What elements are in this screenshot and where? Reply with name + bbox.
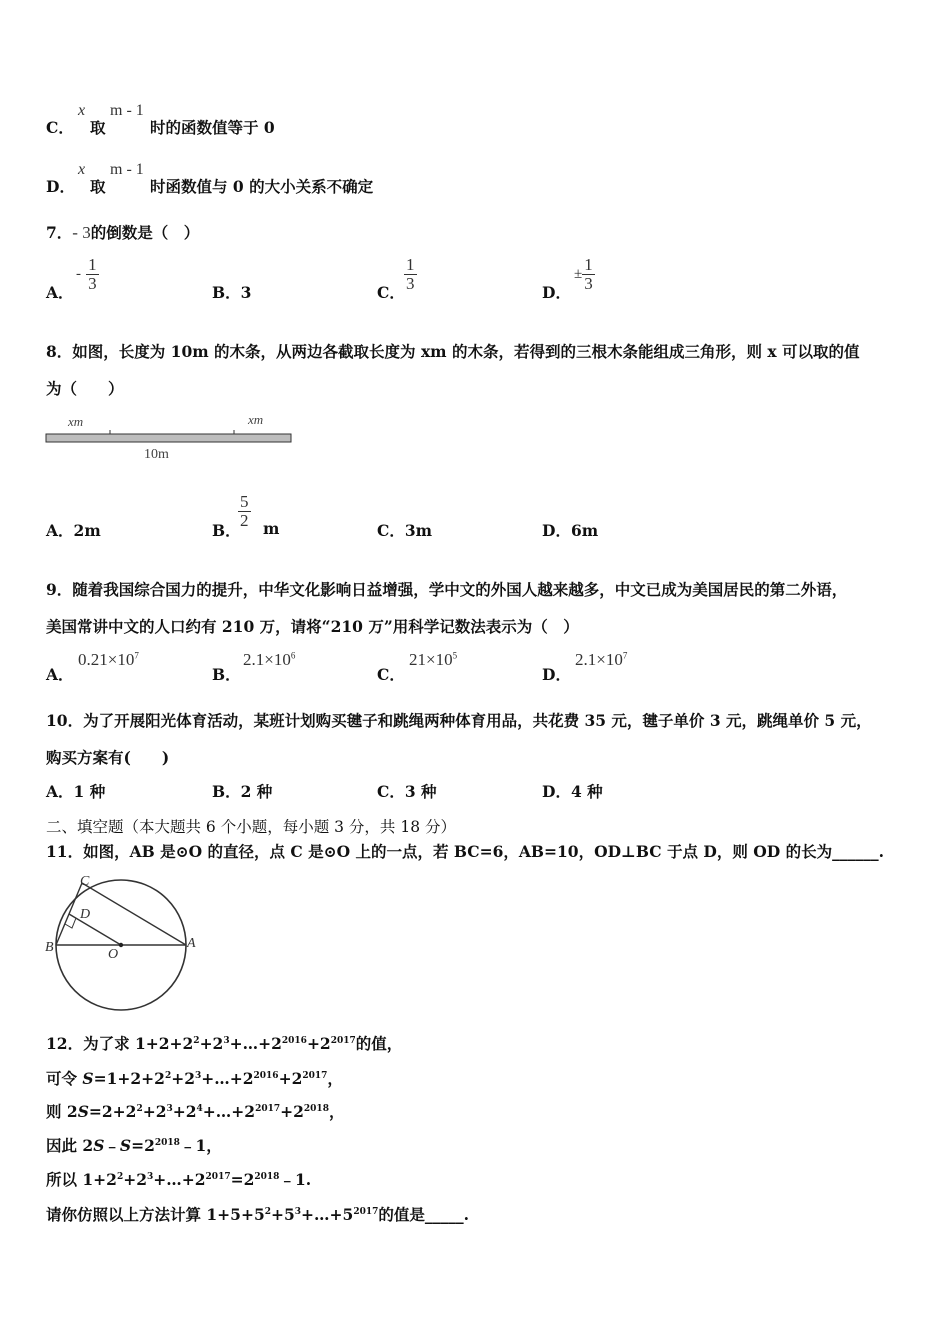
label-o: O (108, 947, 119, 962)
q6c-expr: m - 1 (110, 102, 144, 119)
stick-bar (46, 434, 291, 442)
q6c-text: 时的函数值等于 0 (150, 118, 275, 137)
q10-stem-line2: 购买方案有( ) (46, 748, 170, 767)
q8-option-b-label: B． (212, 521, 241, 540)
chord-ca (82, 883, 186, 945)
q12-line2: 可令 $S=1+2+2^2+2^3+\dots+2^{2016}+2^{2017}$， (46, 1069, 343, 1088)
q9-option-b-label: B． (212, 665, 241, 684)
q9-stem-line2: 美国常讲中文的人口约有 210 万，请将“210 万”用科学记数法表示为（ ） (46, 617, 579, 636)
q9-option-a-label: A． (46, 665, 74, 684)
q12-line4: 因此 $2S﹣S=2^{2018}﹣1$， (46, 1136, 222, 1155)
q6-option-d: D． (46, 177, 75, 196)
q10-option-d: D．4 种 (542, 782, 603, 801)
q9-option-d-value: $2.1\times 10^7$ (575, 650, 628, 669)
q8-fig-bottom-label: 10m (144, 447, 169, 462)
q6d-take: 取 (90, 177, 106, 196)
q6c-take: 取 (90, 118, 106, 137)
q8-fig-left-label: xm (68, 414, 84, 429)
label-c: C (80, 874, 90, 889)
q10-stem-line1: 10．为了开展阳光体育活动，某班计划购买毽子和跳绳两种体育用品，共花费 35 元，毽子单价 3 元，跳绳单价 5 元， (46, 711, 872, 730)
q12-line3: 则 $2S=2+2^2+2^3+2^4+\dots+2^{2017}+2^{2018}$， (46, 1102, 345, 1121)
q8-stem-line2: 为（ ） (46, 379, 124, 398)
label-b: B (45, 940, 54, 955)
q10-option-a: A．1 种 (46, 782, 106, 801)
center-dot (119, 943, 123, 947)
q7-option-a-label: A． (46, 283, 74, 302)
q12-line5: 所以 $1+2^2+2^3+\dots+2^{2017}=2^{2018}﹣1$. (46, 1170, 312, 1189)
q7-option-d-value: ± $\frac{1}{3}$ (574, 255, 593, 293)
section-2-title: 二、填空题（本大题共 6 个小题，每小题 3 分，共 18 分） (46, 818, 457, 836)
q8-option-a: A．2m (46, 521, 101, 540)
q6-option-c: C． (46, 118, 74, 137)
label-d: D (80, 907, 91, 922)
q7-option-c-value: $\frac{1}{3}$ (406, 255, 415, 293)
q7-option-a-value: - $\frac{1}{3}$ (76, 255, 97, 293)
label-a: A (187, 936, 196, 951)
q7-option-b: B．3 (212, 283, 252, 302)
q6d-text: 时函数值与 0 的大小关系不确定 (150, 177, 374, 196)
q12-line1: 12．为了求 $1+2+2^2+2^3+\dots+2^{2016}+2^{2017}$的值， (46, 1034, 403, 1053)
q12-line6: 请你仿照以上方法计算 $1+5+5^2+5^3+\dots+5^{2017}$的值是_____. (46, 1205, 470, 1224)
q9-option-b-value: $2.1\times 10^6$ (243, 650, 296, 669)
q10-option-b: B．2 种 (212, 782, 273, 801)
q8-option-c: C．3m (377, 521, 433, 540)
q8-stem-line1: 8．如图，长度为 10m 的木条，从两边各截取长度为 xm 的木条，若得到的三根木条能组成三角形，则 x 可以取的值 (46, 342, 860, 361)
q7-option-c-label: C． (377, 283, 405, 302)
q6d-var: x (78, 161, 86, 178)
q6c-var: x (78, 102, 86, 119)
q9-stem-line1: 9．随着我国综合国力的提升，中华文化影响日益增强，学中文的外国人越来越多，中文已成为美国居民的第二外语， (46, 580, 848, 599)
segment-od (69, 914, 121, 945)
q6d-expr: m - 1 (110, 161, 144, 178)
q8-fig-right-label: xm (248, 412, 264, 427)
q9-option-c-label: C． (377, 665, 405, 684)
q8-option-b-unit: m (263, 519, 280, 538)
q8-option-d: D．6m (542, 521, 599, 540)
q9-option-a-value: $0.21\times 10^7$ (78, 650, 139, 669)
q7-stem: 7．- 3的倒数是（ ） (46, 223, 200, 242)
q8-option-b-value: $\frac{5}{2}$ (240, 492, 249, 530)
circle-diagram (44, 872, 199, 1017)
q9-option-c-value: $21\times 10^5$ (409, 650, 458, 669)
q9-option-d-label: D． (542, 665, 571, 684)
q11-stem: 11．如图，AB 是⊙O 的直径，点 C 是⊙O 上的一点，若 BC=6，AB=10，OD⊥BC 于点 D，则 OD 的长为______. (46, 842, 884, 861)
q10-option-c: C．3 种 (377, 782, 437, 801)
q7-option-d-label: D． (542, 283, 571, 302)
q11-circle-figure (44, 872, 199, 1017)
